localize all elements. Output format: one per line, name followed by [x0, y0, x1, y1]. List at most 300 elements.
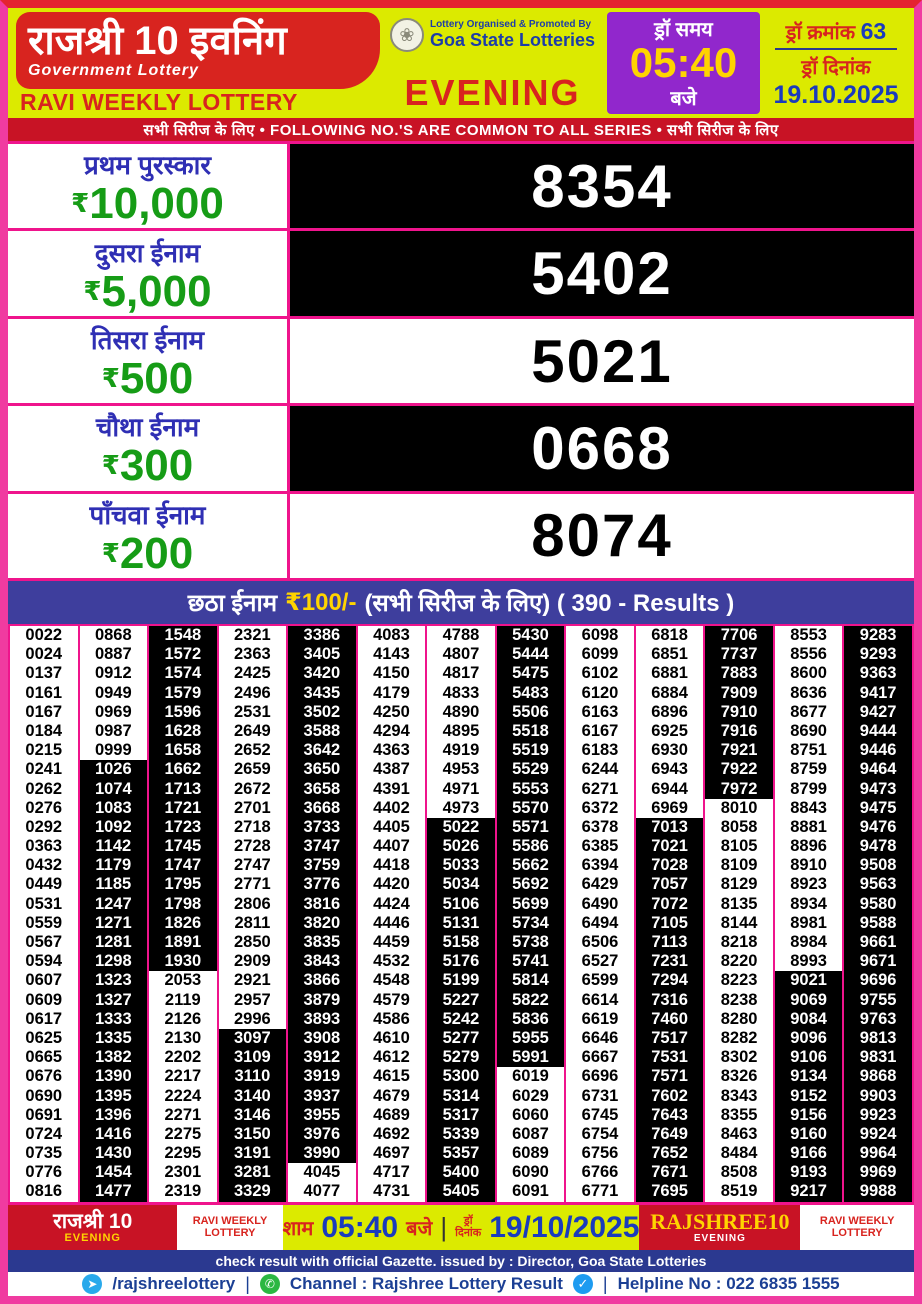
result-cell: 5586 [497, 837, 565, 856]
result-cell: 2531 [234, 702, 271, 721]
draw-date-label: ड्रॉ दिनांक [801, 56, 871, 79]
result-cell: 2319 [164, 1182, 202, 1201]
result-cell: 5279 [427, 1048, 495, 1067]
weekly-lottery-label: RAVI WEEKLY LOTTERY [20, 89, 298, 115]
result-cell: 9217 [775, 1182, 843, 1201]
result-cell: 9476 [844, 818, 912, 837]
prize-amount: ₹10,000 [71, 179, 224, 229]
result-column [149, 626, 219, 1202]
result-cell: 1382 [80, 1048, 148, 1067]
result-cell: 0167 [25, 702, 63, 721]
result-cell: 4420 [373, 875, 410, 894]
result-cell: 9152 [775, 1087, 843, 1106]
result-cell: 8302 [720, 1048, 758, 1067]
result-cell: 1572 [149, 645, 217, 664]
result-cell: 2321 [234, 626, 271, 644]
result-cell: 3502 [288, 703, 356, 722]
sixth-prize-banner [8, 581, 914, 626]
prize-label-cell [8, 494, 290, 578]
prize-row-second [8, 231, 914, 318]
result-cell: 6385 [581, 837, 619, 856]
result-cell: 9156 [775, 1106, 843, 1125]
result-cell: 4817 [442, 664, 480, 683]
result-cell: 5227 [427, 991, 495, 1010]
result-cell: 6060 [512, 1105, 549, 1124]
result-cell: 9427 [844, 703, 912, 722]
result-cell: 1396 [80, 1106, 148, 1125]
result-cell: 8881 [790, 817, 827, 836]
result-cell: 5131 [427, 914, 495, 933]
organiser-name: Goa State Lotteries [429, 30, 596, 50]
sixth-prize-amount: ₹100/- [285, 589, 357, 616]
rupee-icon: ₹ [101, 450, 120, 481]
result-cell: 8553 [790, 626, 827, 644]
result-cell: 0912 [94, 664, 132, 683]
result-cell: 3146 [219, 1106, 287, 1125]
divider [775, 48, 897, 50]
result-cell: 6667 [581, 1048, 619, 1067]
result-cell: 2295 [164, 1144, 202, 1163]
result-cell: 0567 [25, 933, 63, 951]
result-cell: 2224 [164, 1086, 202, 1105]
prize-row-fourth [8, 406, 914, 493]
result-cell: 9671 [844, 952, 912, 971]
result-cell: 0665 [25, 1048, 63, 1067]
result-cell: 1390 [80, 1067, 148, 1086]
result-cell: 6394 [581, 856, 619, 875]
result-cell: 1185 [80, 875, 148, 894]
result-cell: 6120 [581, 683, 619, 702]
result-cell: 9166 [775, 1144, 843, 1163]
result-cell: 9363 [844, 664, 912, 683]
result-cell: 0999 [94, 741, 132, 760]
result-cell: 4953 [442, 760, 480, 779]
result-cell: 8058 [720, 817, 758, 836]
sixth-prize-label: छठा ईनाम [187, 590, 278, 617]
result-cell: 1930 [149, 952, 217, 971]
result-cell: 0215 [25, 741, 63, 760]
result-cell: 6102 [581, 664, 619, 683]
draw-number-line [782, 17, 890, 46]
draw-time-label: ड्रॉ समय [654, 19, 713, 41]
result-cell: 0241 [25, 760, 63, 779]
result-cell: 3835 [288, 933, 356, 952]
result-cell: 4045 [303, 1163, 341, 1182]
result-cell: 1454 [80, 1163, 148, 1182]
result-cell: 8355 [720, 1105, 758, 1124]
result-cell: 6896 [651, 702, 688, 721]
draw-time-suffix: बजे [670, 88, 697, 110]
result-cell: 8463 [720, 1124, 758, 1143]
prize-name: प्रथम पुरस्कार [83, 150, 212, 181]
result-cell: 5518 [497, 722, 565, 741]
result-cell: 9924 [844, 1125, 912, 1144]
winning-number: 8354 [290, 144, 914, 228]
gazette-note: check result with official Gazette. issued by : Director, Goa State Lotteries [8, 1250, 914, 1272]
result-cell: 5430 [497, 626, 565, 645]
result-cell: 4532 [373, 952, 410, 971]
result-cell: 9969 [844, 1163, 912, 1182]
footer-date-label: ड्रॉ दिनांक [455, 1214, 482, 1239]
result-cell: 6089 [512, 1144, 549, 1163]
result-cell: 8238 [720, 990, 758, 1009]
result-cell: 6527 [581, 952, 619, 971]
result-cell: 8519 [720, 1182, 758, 1201]
result-cell: 4548 [373, 971, 410, 990]
result-cell: 0024 [25, 645, 63, 664]
result-cell: 6599 [581, 971, 619, 990]
result-cell: 0607 [25, 971, 63, 990]
result-cell: 8326 [720, 1067, 758, 1086]
result-cell: 4731 [373, 1182, 410, 1201]
header-left [8, 8, 380, 118]
result-cell: 7671 [636, 1163, 704, 1182]
result-cell: 6494 [581, 913, 619, 932]
government-lottery-label: Government Lottery [28, 61, 199, 79]
telegram-icon: ➤ [82, 1274, 102, 1294]
result-cell: 5483 [497, 684, 565, 703]
prize-label-cell [8, 144, 290, 228]
result-cell: 8843 [790, 798, 827, 817]
result-cell: 3747 [288, 837, 356, 856]
prize-amount: ₹5,000 [83, 266, 212, 316]
result-cell: 0735 [25, 1144, 63, 1163]
result-cell: 4150 [373, 664, 410, 683]
result-cell: 3109 [219, 1048, 287, 1067]
prize-name: चौथा ईनाम [95, 412, 200, 443]
result-cell: 3668 [288, 799, 356, 818]
result-cell: 2363 [234, 645, 271, 664]
channel-link[interactable]: Channel : Rajshree Lottery Result [289, 1274, 563, 1293]
result-cell: 2909 [234, 952, 271, 971]
result-cell: 4689 [373, 1105, 410, 1124]
result-cell: 7737 [705, 645, 773, 664]
result-cell: 8910 [790, 856, 827, 875]
result-cell: 4407 [373, 837, 410, 856]
prize-label-cell [8, 231, 290, 315]
result-cell: 6771 [581, 1182, 619, 1201]
footer-title-box [8, 1205, 177, 1250]
result-cell: 4424 [373, 894, 410, 913]
result-cell: 5692 [497, 875, 565, 894]
result-column [288, 626, 358, 1202]
result-column [636, 626, 706, 1202]
prize-row-third [8, 319, 914, 406]
result-cell: 3191 [219, 1144, 287, 1163]
result-cell: 9417 [844, 684, 912, 703]
result-cell: 4692 [373, 1124, 410, 1143]
result-column [10, 626, 80, 1202]
rupee-icon: ₹ [101, 537, 120, 568]
result-cell: 0432 [25, 856, 63, 875]
result-cell: 8600 [790, 664, 827, 683]
result-cell: 6029 [512, 1086, 549, 1105]
common-series-strip: सभी सिरीज के लिए • FOLLOWING NO.'S ARE COMMON TO ALL SERIES • सभी सिरीज के लिए [8, 118, 914, 141]
result-cell: 6766 [581, 1163, 619, 1182]
result-cell: 8282 [720, 1028, 758, 1047]
result-cell: 3281 [219, 1163, 287, 1182]
result-cell: 9964 [844, 1144, 912, 1163]
result-cell: 0449 [25, 875, 63, 894]
result-cell: 8751 [790, 741, 827, 760]
result-cell: 8484 [720, 1144, 758, 1163]
winning-number: 5402 [290, 231, 914, 315]
result-cell: 4971 [442, 779, 480, 798]
telegram-handle[interactable]: /rajshreelottery [112, 1274, 236, 1293]
winning-number: 0668 [290, 406, 914, 490]
result-cell: 4615 [373, 1067, 410, 1086]
result-cell: 8690 [790, 721, 827, 740]
result-cell: 1327 [80, 991, 148, 1010]
result-cell: 4402 [373, 798, 410, 817]
result-cell: 9755 [844, 991, 912, 1010]
result-cell: 4363 [373, 741, 410, 760]
result-cell: 8993 [790, 952, 827, 971]
prize-amount: ₹200 [101, 528, 194, 578]
result-cell: 4697 [373, 1144, 410, 1163]
result-cell: 1574 [149, 664, 217, 683]
brand-session: EVENING [693, 1233, 746, 1244]
result-cell: 9588 [844, 914, 912, 933]
result-cell: 2850 [234, 933, 271, 951]
result-cell: 7883 [705, 664, 773, 683]
result-cell: 6506 [581, 933, 619, 951]
result-cell: 5034 [427, 875, 495, 894]
result-cell: 4890 [442, 702, 480, 721]
result-cell: 3955 [288, 1106, 356, 1125]
result-cell: 9444 [844, 722, 912, 741]
result-cell: 4586 [373, 1009, 410, 1028]
result-cell: 0690 [25, 1086, 63, 1105]
footer-weekly-left: RAVI WEEKLY LOTTERY [177, 1205, 282, 1250]
result-cell: 7105 [636, 914, 704, 933]
result-cell: 3386 [288, 626, 356, 645]
result-cell: 9580 [844, 895, 912, 914]
result-cell: 8144 [720, 913, 758, 932]
result-cell: 1747 [149, 856, 217, 875]
result-cell: 6098 [581, 626, 619, 644]
result-cell: 6167 [581, 721, 619, 740]
result-cell: 5741 [497, 952, 565, 971]
result-cell: 0609 [25, 990, 63, 1009]
result-cell: 7921 [705, 741, 773, 760]
result-cell: 9464 [844, 760, 912, 779]
result-cell: 1798 [149, 895, 217, 914]
result-cell: 9473 [844, 780, 912, 799]
divider: | [245, 1273, 250, 1294]
result-cell: 3588 [288, 722, 356, 741]
result-cell: 4717 [373, 1163, 410, 1182]
prize-name: दुसरा ईनाम [94, 237, 201, 268]
header [8, 8, 914, 118]
prize-table [8, 141, 914, 581]
draw-number-value: 63 [860, 17, 887, 44]
result-cell: 5836 [497, 1010, 565, 1029]
result-cell: 6244 [581, 760, 619, 779]
result-column [219, 626, 289, 1202]
brand-title: RAJSHREE10 [650, 1209, 790, 1234]
result-cell: 7028 [636, 856, 704, 875]
result-cell: 0184 [25, 721, 63, 740]
result-cell: 9446 [844, 741, 912, 760]
result-cell: 9508 [844, 856, 912, 875]
result-cell: 5300 [427, 1067, 495, 1086]
result-cell: 5738 [497, 933, 565, 952]
result-cell: 7695 [636, 1182, 704, 1201]
result-column [775, 626, 845, 1202]
helpline-number[interactable]: Helpline No : 022 6835 1555 [617, 1274, 840, 1293]
result-cell: 3976 [288, 1125, 356, 1144]
result-cell: 1826 [149, 914, 217, 933]
result-cell: 6019 [512, 1067, 549, 1086]
draw-time-value: 05:40 [629, 39, 738, 86]
result-cell: 1074 [80, 780, 148, 799]
prize-amount: ₹500 [101, 354, 194, 404]
result-cell: 2672 [234, 779, 271, 798]
result-cell: 7649 [636, 1125, 704, 1144]
result-cell: 5822 [497, 991, 565, 1010]
result-cell: 2771 [234, 875, 271, 894]
result-cell: 2659 [234, 760, 271, 779]
result-cell: 0531 [25, 894, 63, 913]
result-cell: 1298 [80, 952, 148, 971]
result-cell: 7113 [636, 933, 704, 952]
result-cell: 2728 [234, 837, 271, 856]
result-cell: 2701 [234, 798, 271, 817]
result-cell: 9193 [775, 1163, 843, 1182]
result-cell: 5106 [427, 895, 495, 914]
result-cell: 0617 [25, 1009, 63, 1028]
result-cell: 8010 [720, 798, 758, 817]
result-cell: 2053 [164, 971, 202, 990]
result-cell: 5734 [497, 914, 565, 933]
result-cell: 2202 [164, 1048, 202, 1067]
result-cell: 1713 [149, 780, 217, 799]
footer-session: EVENING [64, 1232, 121, 1244]
result-cell: 4446 [373, 913, 410, 932]
result-cell: 3937 [288, 1087, 356, 1106]
result-cell: 1395 [80, 1087, 148, 1106]
time-suffix: बजे [406, 1218, 433, 1240]
result-cell: 0276 [25, 798, 63, 817]
result-cell: 9069 [775, 991, 843, 1010]
result-cell: 5571 [497, 818, 565, 837]
result-cell: 4143 [373, 645, 410, 664]
result-cell: 7643 [636, 1106, 704, 1125]
result-cell: 1721 [149, 799, 217, 818]
result-cell: 3816 [288, 895, 356, 914]
result-cell: 8135 [720, 894, 758, 913]
result-cell: 9831 [844, 1048, 912, 1067]
result-cell: 8896 [790, 837, 827, 856]
result-cell: 8220 [720, 952, 758, 971]
result-cell: 2747 [234, 856, 271, 875]
result-cell: 6087 [512, 1124, 549, 1143]
result-cell: 3843 [288, 952, 356, 971]
result-cell: 3110 [219, 1067, 287, 1086]
result-cell: 2119 [164, 990, 201, 1009]
result-cell: 5519 [497, 741, 565, 760]
result-cell: 7460 [636, 1010, 704, 1029]
result-cell: 1891 [149, 933, 217, 952]
result-cell: 1083 [80, 799, 148, 818]
result-cell: 7517 [636, 1029, 704, 1048]
result-cell: 4612 [373, 1048, 410, 1067]
result-cell: 1092 [80, 818, 148, 837]
result-cell: 4418 [373, 856, 410, 875]
result-cell: 3990 [288, 1144, 356, 1163]
result-cell: 9763 [844, 1010, 912, 1029]
result-cell: 6696 [581, 1067, 619, 1086]
result-column [358, 626, 428, 1202]
winning-number: 5021 [290, 319, 914, 403]
draw-time-box [607, 12, 760, 114]
result-cell: 4083 [373, 626, 410, 644]
result-cell: 0724 [25, 1124, 63, 1143]
result-cell: 1026 [80, 760, 148, 779]
result-cell: 4610 [373, 1028, 410, 1047]
result-cell: 4807 [442, 645, 480, 664]
result-cell: 5022 [427, 818, 495, 837]
result-cell: 7972 [705, 780, 773, 799]
result-cell: 6378 [581, 817, 619, 836]
result-cell: 5033 [427, 856, 495, 875]
result-cell: 8636 [790, 683, 827, 702]
result-cell: 0949 [94, 683, 132, 702]
result-cell: 8280 [720, 1009, 758, 1028]
result-cell: 1658 [149, 741, 217, 760]
result-cell: 8508 [720, 1163, 758, 1182]
result-cell: 9478 [844, 837, 912, 856]
result-cell: 7916 [705, 722, 773, 741]
result-cell: 9475 [844, 799, 912, 818]
result-cell: 6490 [581, 894, 619, 913]
result-cell: 1247 [80, 895, 148, 914]
footer-bar [8, 1202, 914, 1250]
result-cell: 7072 [636, 895, 704, 914]
result-cell: 0676 [25, 1067, 63, 1086]
footer-time: 05:40 [321, 1210, 399, 1244]
result-cell: 6745 [581, 1105, 619, 1124]
prize-name: पाँचवा ईनाम [89, 499, 206, 530]
result-cell: 0691 [25, 1105, 63, 1124]
result-cell: 3405 [288, 645, 356, 664]
result-cell: 4579 [373, 990, 410, 1009]
result-cell: 3776 [288, 875, 356, 894]
rupee-icon: ₹ [71, 188, 90, 219]
footer-time-date [283, 1205, 640, 1250]
result-cell: 6756 [581, 1144, 619, 1163]
result-cell: 8923 [790, 875, 827, 894]
result-cell: 9106 [775, 1048, 843, 1067]
divider: | [602, 1273, 608, 1294]
result-cell: 3759 [288, 856, 356, 875]
result-cell: 6851 [651, 645, 688, 664]
result-cell: 9084 [775, 1010, 843, 1029]
result-cell: 2652 [234, 741, 271, 760]
result-cell: 0987 [94, 721, 132, 740]
footer-weekly-right: RAVI WEEKLY LOTTERY [800, 1205, 914, 1250]
result-cell: 7922 [705, 760, 773, 779]
sixth-prize-note: (सभी सिरीज के लिए) ( 390 - Results ) [364, 590, 735, 617]
result-cell: 4179 [373, 683, 410, 702]
result-cell: 6163 [581, 702, 619, 721]
result-cell: 5158 [427, 933, 495, 952]
result-cell: 5570 [497, 799, 565, 818]
result-cell: 9923 [844, 1106, 912, 1125]
footer-brand-box [639, 1205, 800, 1250]
result-cell: 2130 [164, 1028, 202, 1047]
